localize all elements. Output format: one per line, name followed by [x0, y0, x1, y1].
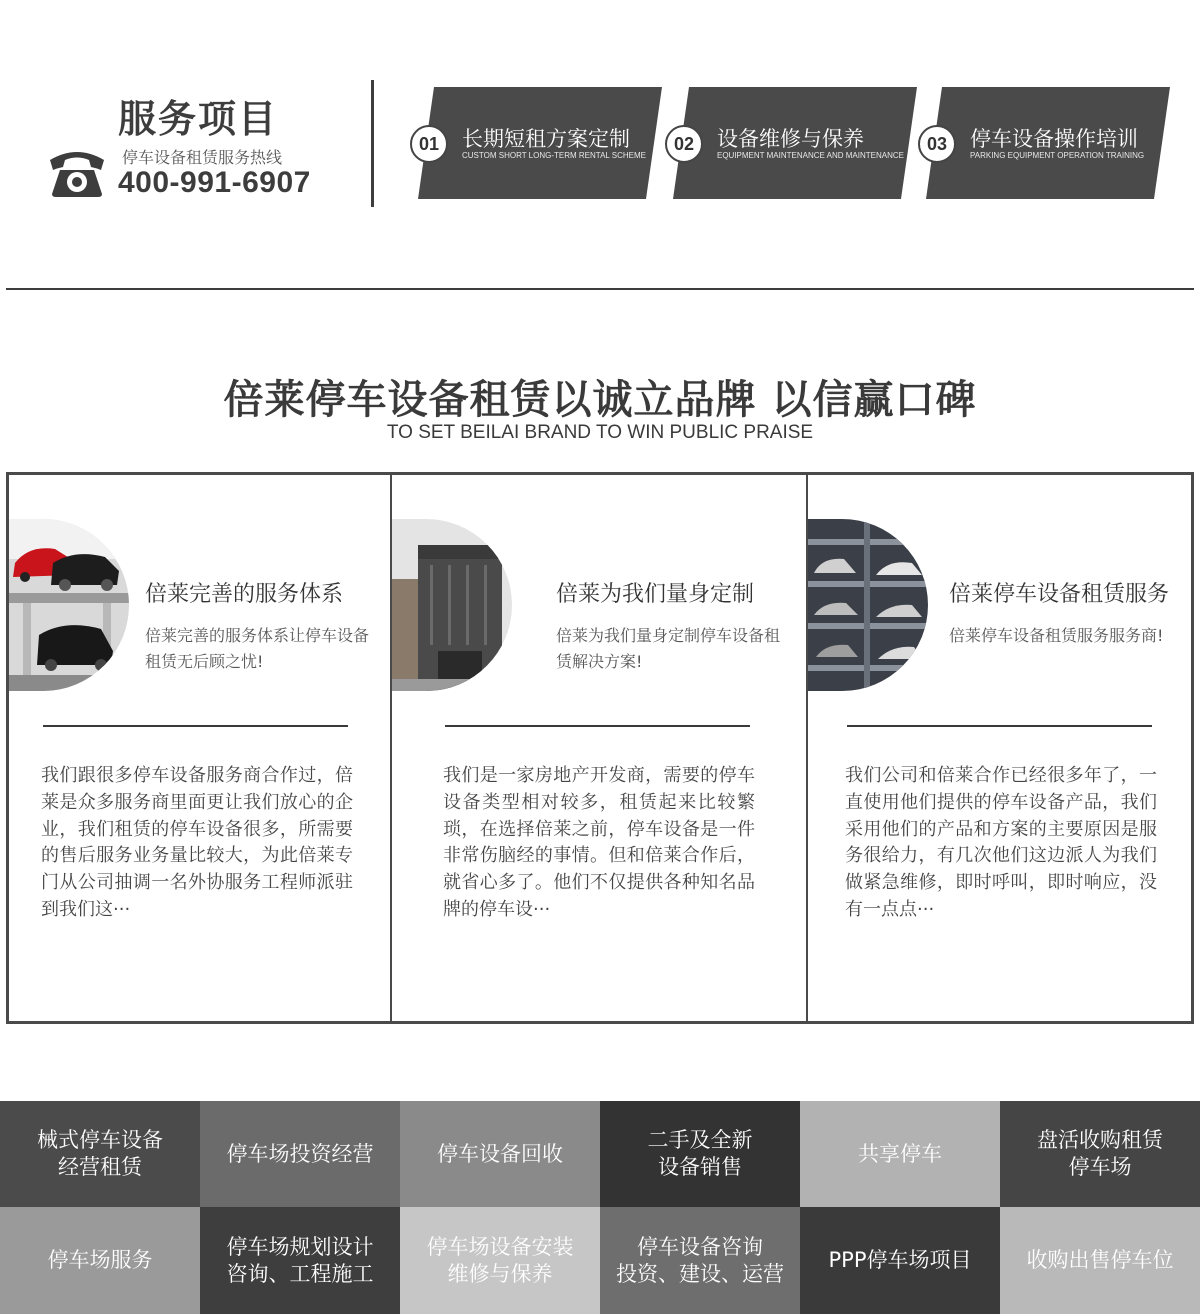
service-subtitle: EQUIPMENT MAINTENANCE AND MAINTENANCE [717, 151, 904, 160]
grid-item-parking-service[interactable]: 停车场服务 [0, 1207, 200, 1314]
testimonial-title: 倍莱为我们量身定制 [556, 582, 755, 607]
testimonial-title: 倍莱停车设备租赁服务 [949, 582, 1170, 607]
slogan-title: 倍莱停车设备租赁以诚立品牌 以信赢口碑 [223, 377, 977, 423]
service-grid [0, 1101, 1200, 1314]
grid-item-mechanical-rental[interactable]: 械式停车设备 经营租赁 [0, 1101, 200, 1207]
telephone-icon [46, 146, 108, 198]
grid-item-planning-design[interactable]: 停车场规划设计 咨询、工程施工 [200, 1207, 400, 1314]
service-subtitle: CUSTOM SHORT LONG-TERM RENTAL SCHEME [462, 151, 647, 160]
testimonial-divider [445, 725, 750, 727]
grid-item-consulting-investment[interactable]: 停车设备咨询 投资、建设、运营 [600, 1207, 800, 1314]
service-card-maintenance[interactable] [665, 87, 913, 199]
testimonial-divider [847, 725, 1152, 727]
testimonial-body: 我们跟很多停车设备服务商合作过，倍莱是众多服务商里面更让我们放心的企业，我们租赁的停车设备很多，所需要的售后服务业务量比较大，为此倍莱专门从公司抽调一名外协服务工程师派驻到我们这··· [41, 765, 353, 920]
service-number: 01 [410, 125, 448, 163]
service-card-rental-scheme[interactable] [410, 87, 658, 199]
photo-multilevel-garage [808, 519, 928, 691]
testimonial-title: 倍莱完善的服务体系 [145, 582, 344, 607]
photo-parking-tower [392, 519, 512, 691]
grid-item-ppp-project[interactable]: PPP停车场项目 [800, 1207, 1000, 1314]
testimonial-subtitle: 倍莱为我们量身定制停车设备租赁解决方案! [556, 626, 781, 671]
grid-item-equipment-sales[interactable]: 二手及全新 设备销售 [600, 1101, 800, 1207]
service-number: 02 [665, 125, 703, 163]
service-subtitle: PARKING EQUIPMENT OPERATION TRAINING [970, 151, 1145, 160]
testimonial-panel [6, 472, 1194, 1024]
grid-item-installation-maintenance[interactable]: 停车场设备安装 维修与保养 [400, 1207, 600, 1314]
grid-item-shared-parking[interactable]: 共享停车 [800, 1101, 1000, 1207]
service-card-training[interactable] [918, 87, 1166, 199]
testimonial-divider [43, 725, 348, 727]
service-header [0, 0, 1200, 250]
grid-item-buy-sell-spaces[interactable]: 收购出售停车位 [1000, 1207, 1200, 1314]
service-title: 长期短租方案定制 [462, 127, 630, 151]
grid-item-parking-investment[interactable]: 停车场投资经营 [200, 1101, 400, 1207]
service-title: 停车设备操作培训 [970, 127, 1138, 151]
testimonial-subtitle: 倍莱停车设备租赁服务服务商! [949, 626, 1164, 645]
hotline-label: 停车设备租赁服务热线 [122, 148, 283, 167]
header-divider [371, 80, 374, 207]
hotline-number[interactable]: 400-991-6907 [118, 166, 311, 199]
grid-item-acquire-lease-lots[interactable]: 盘活收购租赁 停车场 [1000, 1101, 1200, 1207]
slogan-subtitle: TO SET BEILAI BRAND TO WIN PUBLIC PRAISE [386, 422, 814, 443]
testimonial-body: 我们公司和倍莱合作已经很多年了，一直使用他们提供的停车设备产品，我们采用他们的产品和方案的主要原因是服务很给力，有几次他们这边派人为我们做紧急维修，即时呼叫，即时响应，没有一点点··· [845, 765, 1157, 920]
page-title: 服务项目 [118, 97, 279, 141]
grid-item-equipment-recycling[interactable]: 停车设备回收 [400, 1101, 600, 1207]
service-number: 03 [918, 125, 956, 163]
section-divider [6, 288, 1194, 290]
testimonial-body: 我们是一家房地产开发商，需要的停车设备类型相对较多，租赁起来比较繁琐，在选择倍莱之前，停车设备是一件非常伤脑经的事情。但和倍莱合作后，就省心多了。他们不仅提供各种知名品牌的停车设··· [443, 765, 755, 920]
testimonial-subtitle: 倍莱完善的服务体系让停车设备租赁无后顾之忧! [145, 626, 370, 671]
photo-stacked-car-lift [9, 519, 129, 691]
service-title: 设备维修与保养 [717, 127, 864, 151]
